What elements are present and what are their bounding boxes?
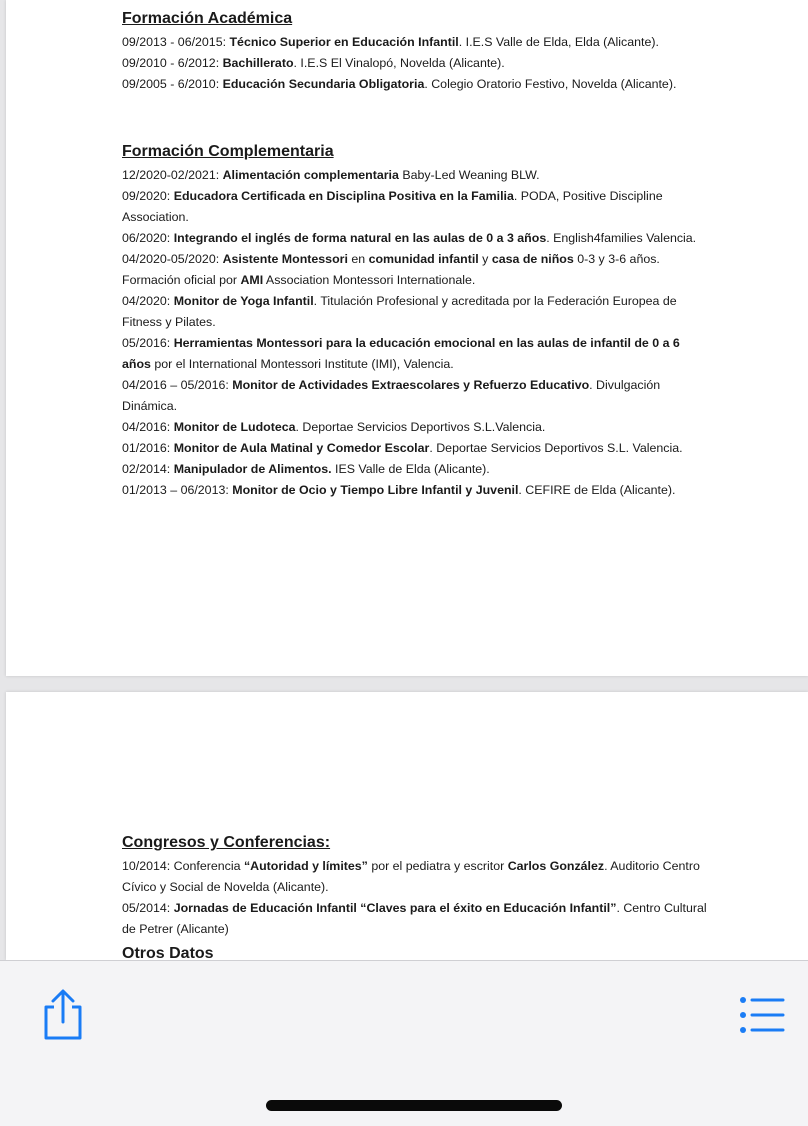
document-page-2 xyxy=(6,692,808,960)
entry-text: . Deportae Servicios Deportivos S.L.Valencia. xyxy=(295,420,546,434)
share-button[interactable] xyxy=(40,988,86,1042)
entry-text: 04/2016: xyxy=(122,420,174,434)
entry-1 xyxy=(122,165,712,186)
entry-text: por el International Montessori Institute (IMI), Valencia. xyxy=(150,357,454,371)
entry-text: por el pediatra y escritor xyxy=(367,859,508,873)
entry-bold-text: comunidad infantil xyxy=(368,252,479,266)
entry-9 xyxy=(122,438,712,459)
entry-text: Association Montessori Internationale. xyxy=(263,273,476,287)
entry-text: 09/2010 - 6/2012: xyxy=(122,56,223,70)
section-title: Formación Complementaria xyxy=(122,143,334,160)
entry-text: 05/2014: xyxy=(122,901,174,915)
entry-11 xyxy=(122,480,712,501)
entry-bold-text: Alimentación complementaria xyxy=(222,168,399,182)
section-otros-datos xyxy=(122,944,712,960)
entry-text: . PODA, Positive Discipline Association. xyxy=(122,189,663,224)
entry-text: 04/2016 – 05/2016: xyxy=(122,378,233,392)
entry-3 xyxy=(122,74,712,95)
entry-bold-text: casa de niños xyxy=(491,252,574,266)
section-title: Congresos y Conferencias: xyxy=(122,834,331,851)
section-title: Otros Datos xyxy=(122,945,214,960)
entry-text: . Divulgación Dinámica. xyxy=(122,378,661,413)
entry-1 xyxy=(122,32,712,53)
entry-bold-text: “Autoridad y límites” xyxy=(243,859,368,873)
entry-7 xyxy=(122,375,712,417)
entry-text: . Auditorio Centro Cívico y Social de Novelda (Alicante). xyxy=(122,859,700,894)
entry-text: IES Valle de Elda (Alicante). xyxy=(331,462,490,476)
entry-text: 09/2020: xyxy=(122,189,174,203)
entry-4 xyxy=(122,249,712,291)
entry-text: 10/2014: Conferencia xyxy=(122,859,244,873)
entries-list xyxy=(122,856,712,940)
entry-bold-text: Jornadas de Educación Infantil “Claves para el éxito en Educación Infantil” xyxy=(173,901,617,915)
entry-bold-text: Educación Secundaria Obligatoria xyxy=(222,77,425,91)
entry-bold-text: AMI xyxy=(240,273,264,287)
entry-bold-text: Monitor de Ocio y Tiempo Libre Infantil y Juvenil xyxy=(232,483,519,497)
entry-text: . Centro Cultural de Petrer (Alicante) xyxy=(122,901,707,936)
section-congresos xyxy=(122,833,712,940)
entry-text: . English4families Valencia. xyxy=(546,231,697,245)
entry-bold-text: Educadora Certificada en Disciplina Positiva en la Familia xyxy=(173,189,514,203)
entry-2 xyxy=(122,898,712,940)
home-indicator[interactable] xyxy=(266,1100,562,1111)
entries-list xyxy=(122,165,712,501)
entry-bold-text: Monitor de Aula Matinal y Comedor Escolar xyxy=(173,441,430,455)
list-button[interactable] xyxy=(737,995,787,1035)
entry-text: 12/2020-02/2021: xyxy=(122,168,223,182)
entry-text: . Titulación Profesional y acreditada por la Federación Europea de Fitness y Pilates. xyxy=(122,294,677,329)
entry-text: 09/2013 - 06/2015: xyxy=(122,35,230,49)
entry-text: 04/2020-05/2020: xyxy=(122,252,223,266)
entry-text: 04/2020: xyxy=(122,294,174,308)
entry-bold-text: Monitor de Yoga Infantil xyxy=(173,294,314,308)
section-formacion-complementaria xyxy=(122,142,712,501)
entry-bold-text: Monitor de Actividades Extraescolares y Refuerzo Educativo xyxy=(232,378,590,392)
entry-text: 09/2005 - 6/2010: xyxy=(122,77,223,91)
entry-bold-text: Manipulador de Alimentos. xyxy=(173,462,332,476)
entry-bold-text: Técnico Superior en Educación Infantil xyxy=(229,35,459,49)
entry-text: Baby-Led Weaning BLW. xyxy=(398,168,540,182)
entry-bold-text: Bachillerato xyxy=(222,56,294,70)
entry-text: y xyxy=(478,252,492,266)
entries-list xyxy=(122,32,712,95)
entry-text: . I.E.S Valle de Elda, Elda (Alicante). xyxy=(458,35,659,49)
entry-6 xyxy=(122,333,712,375)
list-icon xyxy=(737,995,787,1035)
entry-text: en xyxy=(347,252,369,266)
document-page-1 xyxy=(6,0,808,676)
entry-text: . CEFIRE de Elda (Alicante). xyxy=(518,483,676,497)
entry-text: 05/2016: xyxy=(122,336,174,350)
entry-text: 01/2013 – 06/2013: xyxy=(122,483,233,497)
section-formacion-academica xyxy=(122,9,712,95)
entry-3 xyxy=(122,228,712,249)
entry-text: 06/2020: xyxy=(122,231,174,245)
entry-text: . Colegio Oratorio Festivo, Novelda (Alicante). xyxy=(424,77,677,91)
entry-1 xyxy=(122,856,712,898)
entry-bold-text: Integrando el inglés de forma natural en las aulas de 0 a 3 años xyxy=(173,231,547,245)
entry-8 xyxy=(122,417,712,438)
entry-10 xyxy=(122,459,712,480)
entry-bold-text: Herramientas Montessori para la educación emocional en las aulas de infantil de 0 a 6 años xyxy=(122,336,680,371)
entry-bold-text: Asistente Montessori xyxy=(222,252,348,266)
entry-bold-text: Monitor de Ludoteca xyxy=(173,420,296,434)
entry-2 xyxy=(122,53,712,74)
entry-text: . Deportae Servicios Deportivos S.L. Valencia. xyxy=(429,441,683,455)
entry-text: 0-3 y 3-6 años. Formación oficial por xyxy=(122,252,660,287)
entry-5 xyxy=(122,291,712,333)
entry-text: 01/2016: xyxy=(122,441,174,455)
entry-bold-text: Carlos González xyxy=(507,859,605,873)
share-icon xyxy=(40,988,86,1042)
entry-2 xyxy=(122,186,712,228)
section-title: Formación Académica xyxy=(122,10,293,27)
entry-text: 02/2014: xyxy=(122,462,174,476)
entry-text: . I.E.S El Vinalopó, Novelda (Alicante). xyxy=(293,56,505,70)
bottom-toolbar xyxy=(0,960,808,1126)
